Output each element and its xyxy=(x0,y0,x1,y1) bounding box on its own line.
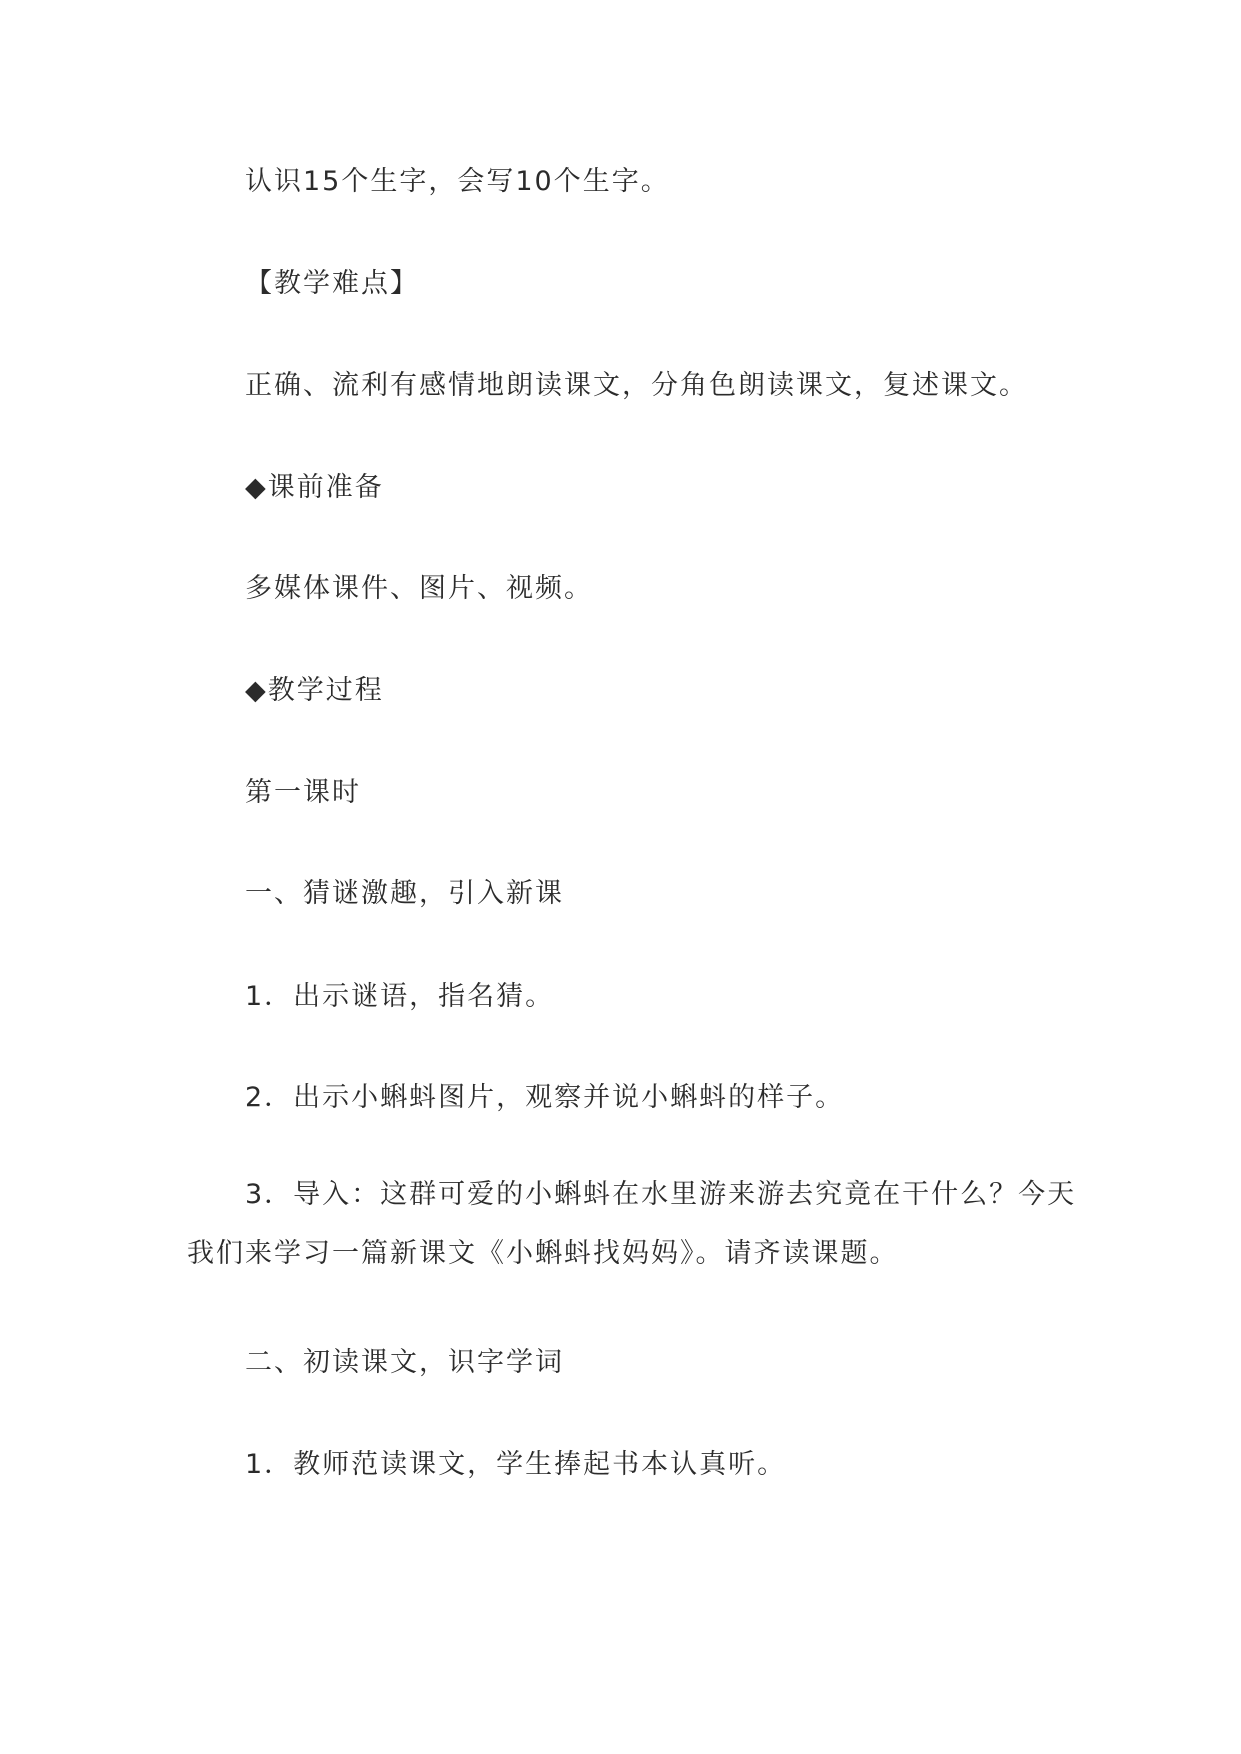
paragraph-learning-goal: 认识15个生字，会写10个生字。 xyxy=(245,166,670,197)
heading-first-lesson: 第一课时 xyxy=(245,777,361,808)
heading-section-two: 二、初读课文，识字学词 xyxy=(245,1347,564,1378)
heading-section-one: 一、猜谜激趣，引入新课 xyxy=(245,878,564,909)
list-item-teacher-reading: 1．教师范读课文，学生捧起书本认真听。 xyxy=(245,1449,787,1480)
paragraph-preparation-detail: 多媒体课件、图片、视频。 xyxy=(245,573,593,604)
list-item-3: 3．导入：这群可爱的小蝌蚪在水里游来游去究竟在干什么？今天我们来学习一篇新课文《小蝌蚪找妈妈》。请齐读课题。 xyxy=(187,1179,1077,1269)
paragraph-difficulty-detail: 正确、流利有感情地朗读课文，分角色朗读课文，复述课文。 xyxy=(245,370,1028,401)
list-item-1: 1．出示谜语，指名猜。 xyxy=(245,981,555,1012)
list-item-2: 2．出示小蝌蚪图片，观察并说小蝌蚪的样子。 xyxy=(245,1082,845,1113)
heading-teaching-difficulty: 【教学难点】 xyxy=(245,268,419,299)
heading-teaching-process: ◆教学过程 xyxy=(245,675,384,706)
heading-preparation: ◆课前准备 xyxy=(245,472,384,503)
